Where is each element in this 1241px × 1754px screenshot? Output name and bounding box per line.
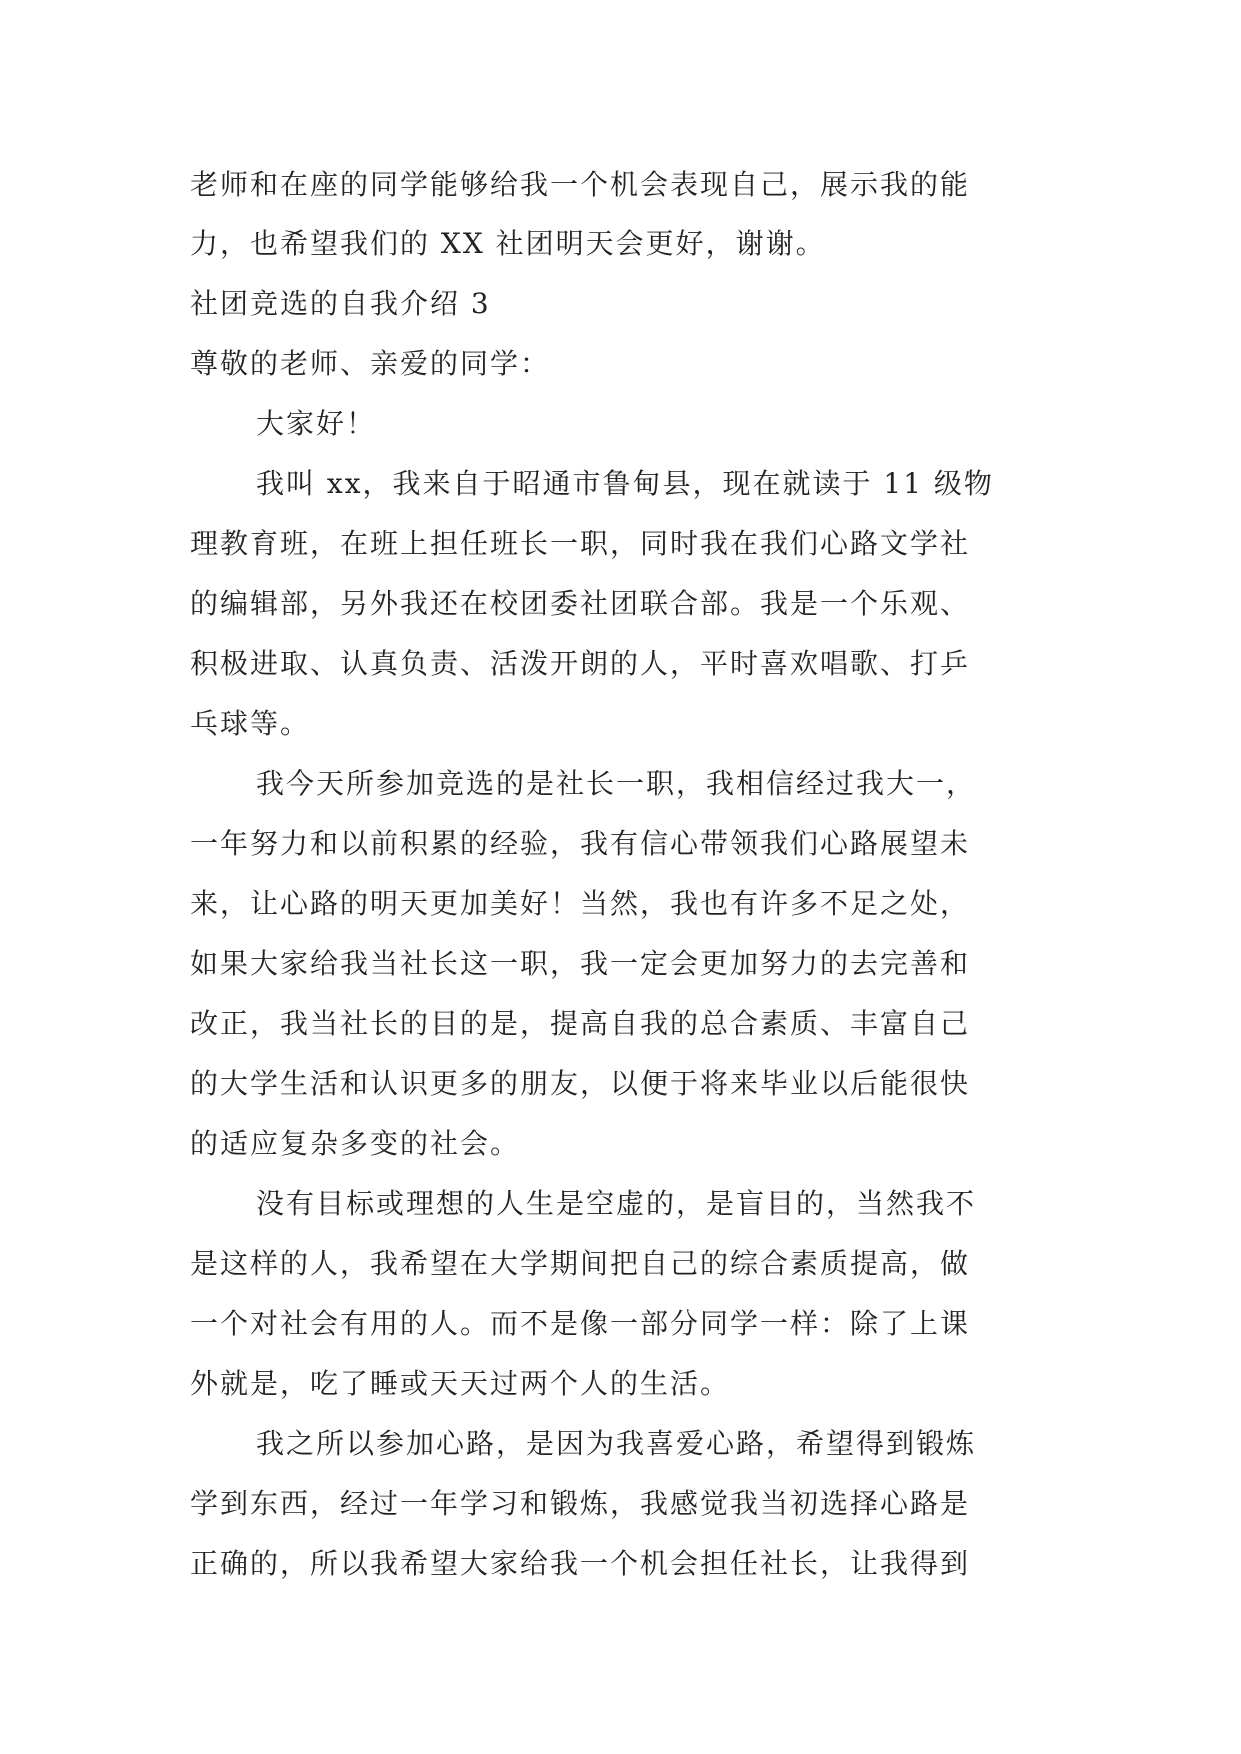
text-line: 是这样的人，我希望在大学期间把自己的综合素质提高，做 — [190, 1247, 971, 1280]
text-line: 我之所以参加心路，是因为我喜爱心路，希望得到锻炼 — [256, 1427, 977, 1460]
text-line: 没有目标或理想的人生是空虚的，是盲目的，当然我不 — [256, 1187, 977, 1220]
text-line: 的大学生活和认识更多的朋友，以便于将来毕业以后能很快 — [190, 1067, 971, 1100]
text-line: 改正，我当社长的目的是，提高自我的总合素质、丰富自己 — [190, 1007, 971, 1040]
text-line: 力，也希望我们的 XX 社团明天会更好，谢谢。 — [190, 227, 826, 260]
section-heading: 社团竞选的自我介绍 3 — [190, 287, 491, 320]
text-line: 我今天所参加竞选的是社长一职，我相信经过我大一， — [256, 767, 977, 800]
salutation: 尊敬的老师、亲爱的同学： — [190, 347, 551, 380]
text-line: 学到东西，经过一年学习和锻炼，我感觉我当初选择心路是 — [190, 1487, 971, 1520]
text-line: 外就是，吃了睡或天天过两个人的生活。 — [190, 1367, 731, 1400]
text-line: 我叫 xx，我来自于昭通市鲁甸县，现在就读于 11 级物 — [256, 467, 994, 500]
text-line: 乓球等。 — [190, 707, 311, 740]
text-line: 正确的，所以我希望大家给我一个机会担任社长，让我得到 — [190, 1547, 971, 1580]
text-line: 来，让心路的明天更加美好！当然，我也有许多不足之处， — [190, 887, 971, 920]
text-line: 理教育班，在班上担任班长一职，同时我在我们心路文学社 — [190, 527, 971, 560]
text-line: 的编辑部，另外我还在校团委社团联合部。我是一个乐观、 — [190, 587, 971, 620]
text-line: 一年努力和以前积累的经验，我有信心带领我们心路展望未 — [190, 827, 971, 860]
text-line: 积极进取、认真负责、活泼开朗的人，平时喜欢唱歌、打乒 — [190, 647, 971, 680]
text-line: 的适应复杂多变的社会。 — [190, 1127, 521, 1160]
text-line: 老师和在座的同学能够给我一个机会表现自己，展示我的能 — [190, 168, 971, 201]
text-line: 一个对社会有用的人。而不是像一部分同学一样：除了上课 — [190, 1307, 971, 1340]
text-line: 如果大家给我当社长这一职，我一定会更加努力的去完善和 — [190, 947, 971, 980]
greeting: 大家好！ — [256, 407, 377, 440]
